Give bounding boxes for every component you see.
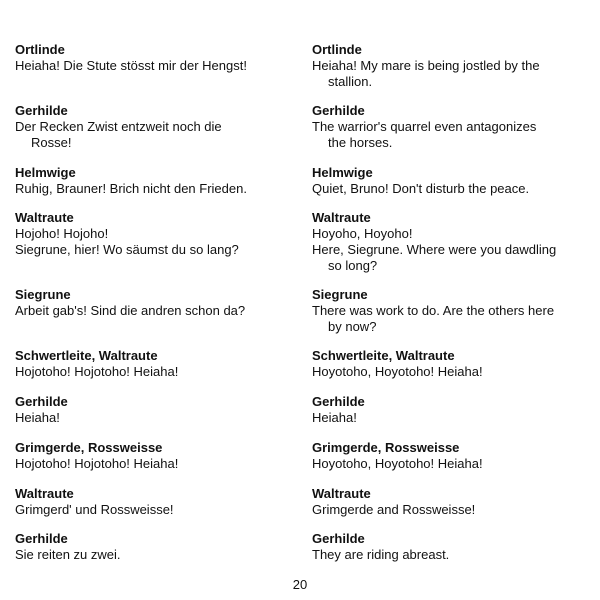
libretto-entry	[312, 394, 587, 426]
libretto-line: Heiaha! My mare is being jostled by the	[312, 58, 540, 73]
libretto-line: stallion.	[328, 74, 373, 89]
libretto-line: Heiaha!	[312, 410, 357, 425]
libretto-line: so long?	[328, 258, 378, 273]
libretto-entry	[15, 165, 285, 197]
libretto-line: Quiet, Bruno! Don't disturb the peace.	[312, 181, 530, 196]
libretto-entry	[15, 531, 285, 563]
libretto-line: Hojoho! Hojoho!	[15, 226, 109, 241]
speaker-name: Gerhilde	[312, 394, 365, 409]
libretto-line: Heiaha!	[15, 410, 60, 425]
libretto-line: Here, Siegrune. Where were you dawdling	[312, 242, 557, 257]
libretto-line: Grimgerde and Rossweisse!	[312, 502, 476, 517]
libretto-entry	[312, 486, 587, 518]
speaker-name: Ortlinde	[312, 42, 362, 57]
speaker-name: Schwertleite, Waltraute	[15, 348, 158, 363]
libretto-entry	[312, 348, 587, 380]
libretto-line: Hojotoho! Hojotoho! Heiaha!	[15, 364, 179, 379]
speaker-name: Waltraute	[15, 486, 74, 501]
libretto-line: Sie reiten zu zwei.	[15, 547, 121, 562]
speaker-name: Grimgerde, Rossweisse	[15, 440, 163, 455]
libretto-line: Heiaha! Die Stute stösst mir der Hengst!	[15, 58, 247, 73]
libretto-entry	[312, 440, 587, 472]
speaker-name: Siegrune	[312, 287, 368, 302]
libretto-entry	[15, 486, 285, 518]
speaker-name: Helmwige	[15, 165, 76, 180]
speaker-name: Schwertleite, Waltraute	[312, 348, 455, 363]
speaker-name: Waltraute	[312, 486, 371, 501]
libretto-line: Rosse!	[31, 135, 72, 150]
libretto-entry	[15, 440, 285, 472]
libretto-entry	[312, 103, 587, 151]
libretto-entry	[15, 42, 285, 74]
libretto-entry	[15, 348, 285, 380]
page-number: 20	[292, 577, 308, 592]
speaker-name: Waltraute	[15, 210, 74, 225]
libretto-line: Hojotoho! Hojotoho! Heiaha!	[15, 456, 179, 471]
libretto-line: the horses.	[328, 135, 393, 150]
libretto-line: There was work to do. Are the others here	[312, 303, 555, 318]
libretto-entry	[15, 394, 285, 426]
libretto-line: by now?	[328, 319, 377, 334]
speaker-name: Ortlinde	[15, 42, 65, 57]
libretto-line: The warrior's quarrel even antagonizes	[312, 119, 537, 134]
speaker-name: Grimgerde, Rossweisse	[312, 440, 460, 455]
libretto-entry	[312, 210, 587, 274]
libretto-line: Hoyotoho, Hoyotoho! Heiaha!	[312, 456, 483, 471]
libretto-line: Hoyotoho, Hoyotoho! Heiaha!	[312, 364, 483, 379]
libretto-line: Hoyoho, Hoyoho!	[312, 226, 413, 241]
libretto-entry	[15, 103, 285, 151]
libretto-line: Siegrune, hier! Wo säumst du so lang?	[15, 242, 239, 257]
speaker-name: Waltraute	[312, 210, 371, 225]
libretto-entry	[312, 531, 587, 563]
libretto-line: Ruhig, Brauner! Brich nicht den Frieden.	[15, 181, 247, 196]
speaker-name: Gerhilde	[312, 531, 365, 546]
speaker-name: Helmwige	[312, 165, 373, 180]
speaker-name: Siegrune	[15, 287, 71, 302]
libretto-line: Grimgerd' und Rossweisse!	[15, 502, 174, 517]
speaker-name: Gerhilde	[15, 531, 68, 546]
speaker-name: Gerhilde	[15, 103, 68, 118]
speaker-name: Gerhilde	[15, 394, 68, 409]
libretto-entry	[312, 42, 587, 90]
libretto-line: Arbeit gab's! Sind die andren schon da?	[15, 303, 246, 318]
libretto-entry	[15, 287, 285, 319]
libretto-line: They are riding abreast.	[312, 547, 450, 562]
speaker-name: Gerhilde	[312, 103, 365, 118]
libretto-entry	[312, 165, 587, 197]
libretto-entry	[312, 287, 587, 335]
libretto-line: Der Recken Zwist entzweit noch die	[15, 119, 222, 134]
libretto-entry	[15, 210, 285, 258]
